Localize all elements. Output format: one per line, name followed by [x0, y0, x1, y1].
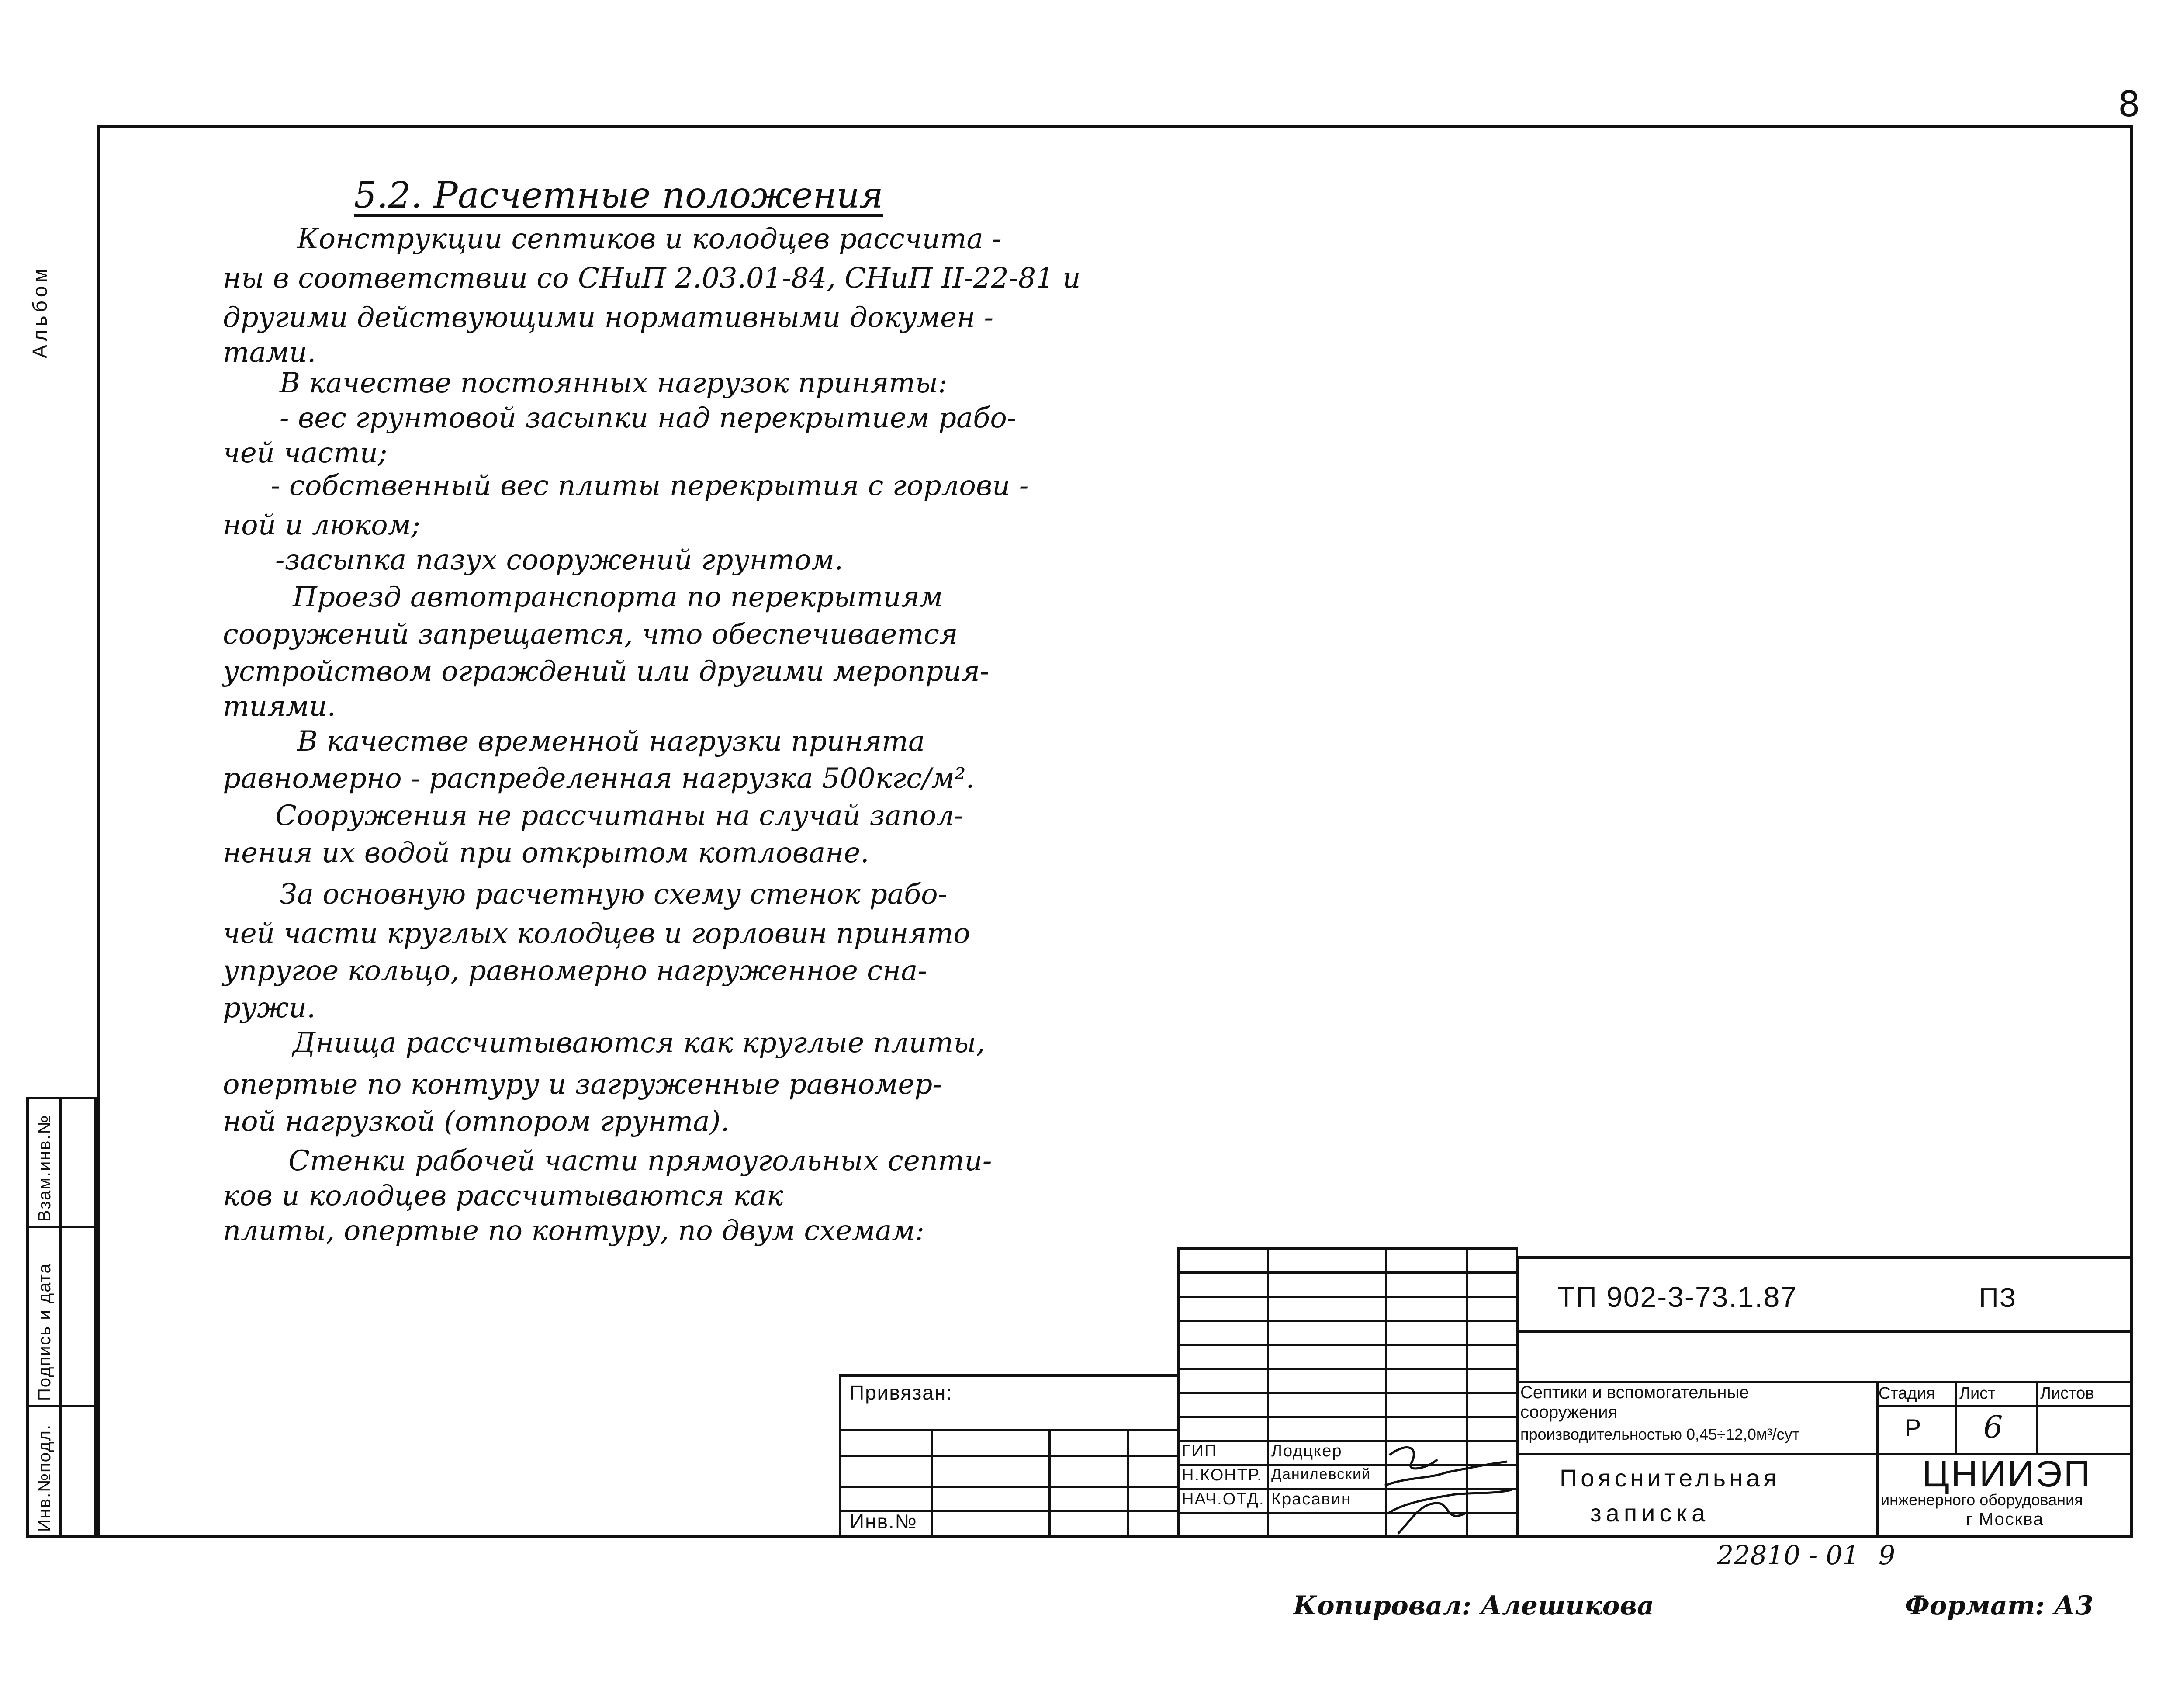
text-line: другими действующими нормативными докумен - [223, 301, 994, 334]
signatures-drawing [1381, 1438, 1520, 1542]
title-line-2: сооружения [1520, 1403, 1618, 1422]
grid-line [1127, 1429, 1129, 1538]
org-name: ЦНИИЭП [1922, 1453, 2092, 1494]
doc-name-line-2: записка [1590, 1499, 1710, 1527]
inv-podl-label: Инв.№подл. [35, 1424, 54, 1532]
text-line: сооружений запрещается, что обеспечивается [223, 618, 958, 651]
name-gip: Лодцкер [1271, 1442, 1343, 1460]
name-nachotd: Красавин [1271, 1490, 1351, 1508]
grid-line [1177, 1416, 1518, 1418]
signature-date-label: Подпись и дата [35, 1263, 54, 1401]
org-city: г Москва [1966, 1510, 2044, 1529]
inv-no-label: Инв.№ [850, 1510, 918, 1533]
stadiya-label: Стадия [1879, 1384, 1935, 1403]
grid-line [1048, 1429, 1051, 1538]
doc-code: ПЗ [1979, 1283, 2017, 1313]
text-line: ной нагрузкой (отпором грунта). [223, 1105, 730, 1138]
title-line-1: Септики и вспомогательные [1520, 1383, 1749, 1402]
copied-by: Копировал: Алешикова [1293, 1590, 1654, 1621]
text-line: Стенки рабочей части прямоугольных септи- [288, 1145, 992, 1177]
paper-format: Формат: А3 [1905, 1590, 2093, 1621]
text-line: тиями. [223, 690, 336, 723]
list-value: 6 [1983, 1409, 2003, 1445]
text-line: В качестве постоянных нагрузок приняты: [280, 367, 948, 399]
stadiya-value: Р [1905, 1414, 1922, 1441]
listov-label: Листов [2040, 1384, 2094, 1403]
grid-line [1177, 1296, 1518, 1298]
list-label: Лист [1959, 1384, 1996, 1403]
grid-line [931, 1429, 933, 1538]
text-line: - вес грунтовой засыпки над перекрытием рабо- [280, 402, 1017, 434]
grid-line [1955, 1381, 1957, 1453]
stamp-divider [29, 1405, 94, 1407]
section-heading: 5.2. Расчетные положения [354, 175, 883, 216]
text-line: тами. [223, 336, 316, 369]
text-line: Конструкции септиков и колодцев рассчита - [297, 223, 1002, 255]
vzam-inv-label: Взам.инв.№ [35, 1114, 54, 1222]
text-line: ружи. [223, 992, 316, 1024]
grid-line [1177, 1368, 1518, 1370]
org-subtitle: инженерного оборудования [1881, 1491, 2083, 1509]
text-line: чей части круглых колодцев и горловин принято [223, 918, 970, 950]
text-line: упругое кольцо, равномерно нагруженное сна- [223, 955, 927, 987]
grid-line [1516, 1330, 2133, 1333]
text-line: - собственный вес плиты перекрытия с горлови - [271, 470, 1029, 502]
grid-line [1177, 1392, 1518, 1394]
grid-line [1177, 1320, 1518, 1322]
project-code: ТП 902-3-73.1.87 [1557, 1281, 1798, 1313]
text-line: опертые по контуру и загруженные равномер- [223, 1068, 942, 1101]
grid-line [1177, 1344, 1518, 1346]
grid-line [1876, 1381, 1879, 1538]
left-side-stamp [26, 1097, 97, 1538]
text-line: нения их водой при открытом котловане. [223, 837, 869, 869]
text-line: За основную расчетную схему стенок рабо- [280, 878, 948, 911]
privyazan-label: Привязан: [850, 1381, 953, 1404]
text-line: В качестве временной нагрузки принята [297, 725, 925, 758]
title-line-3: производительностью 0,45÷12,0м³/сут [1520, 1425, 1800, 1443]
text-line: Сооружения не рассчитаны на случай запол- [275, 800, 964, 832]
role-nkontr: Н.КОНТР. [1182, 1466, 1263, 1484]
archive-page: 9 [1879, 1540, 1896, 1571]
grid-line [1177, 1271, 1518, 1274]
text-line: Проезд автотранспорта по перекрытиям [293, 581, 943, 613]
text-line: Днища рассчитываются как круглые плиты, [293, 1027, 985, 1059]
role-nachotd: НАЧ.ОТД. [1182, 1490, 1265, 1508]
doc-name-line-1: Пояснительная [1560, 1464, 1780, 1492]
text-line: ной и люком; [223, 509, 421, 541]
album-label: Альбом [28, 265, 51, 358]
grid-line [1876, 1405, 2133, 1407]
archive-number: 22810 - 01 [1717, 1540, 1859, 1571]
text-line: ны в соответствии со СНиП 2.03.01-84, СНиП II-22-81 и [223, 262, 1081, 294]
grid-line [2036, 1381, 2038, 1453]
name-nkontr: Данилевский [1271, 1466, 1371, 1483]
stamp-divider [29, 1226, 94, 1228]
text-line: -засыпка пазух сооружений грунтом. [275, 544, 844, 576]
text-line: ков и колодцев рассчитываются как [223, 1180, 783, 1212]
page-number: 8 [2118, 84, 2140, 125]
text-line: плиты, опертые по контуру, по двум схемам: [223, 1215, 924, 1247]
text-line: равномерно - распределенная нагрузка 500кгс/м². [223, 762, 975, 795]
text-line: устройством ограждений или другими мероприя- [223, 655, 990, 688]
role-gip: ГИП [1182, 1442, 1218, 1460]
text-line: чей части; [223, 437, 388, 469]
stamp-divider [59, 1099, 62, 1535]
